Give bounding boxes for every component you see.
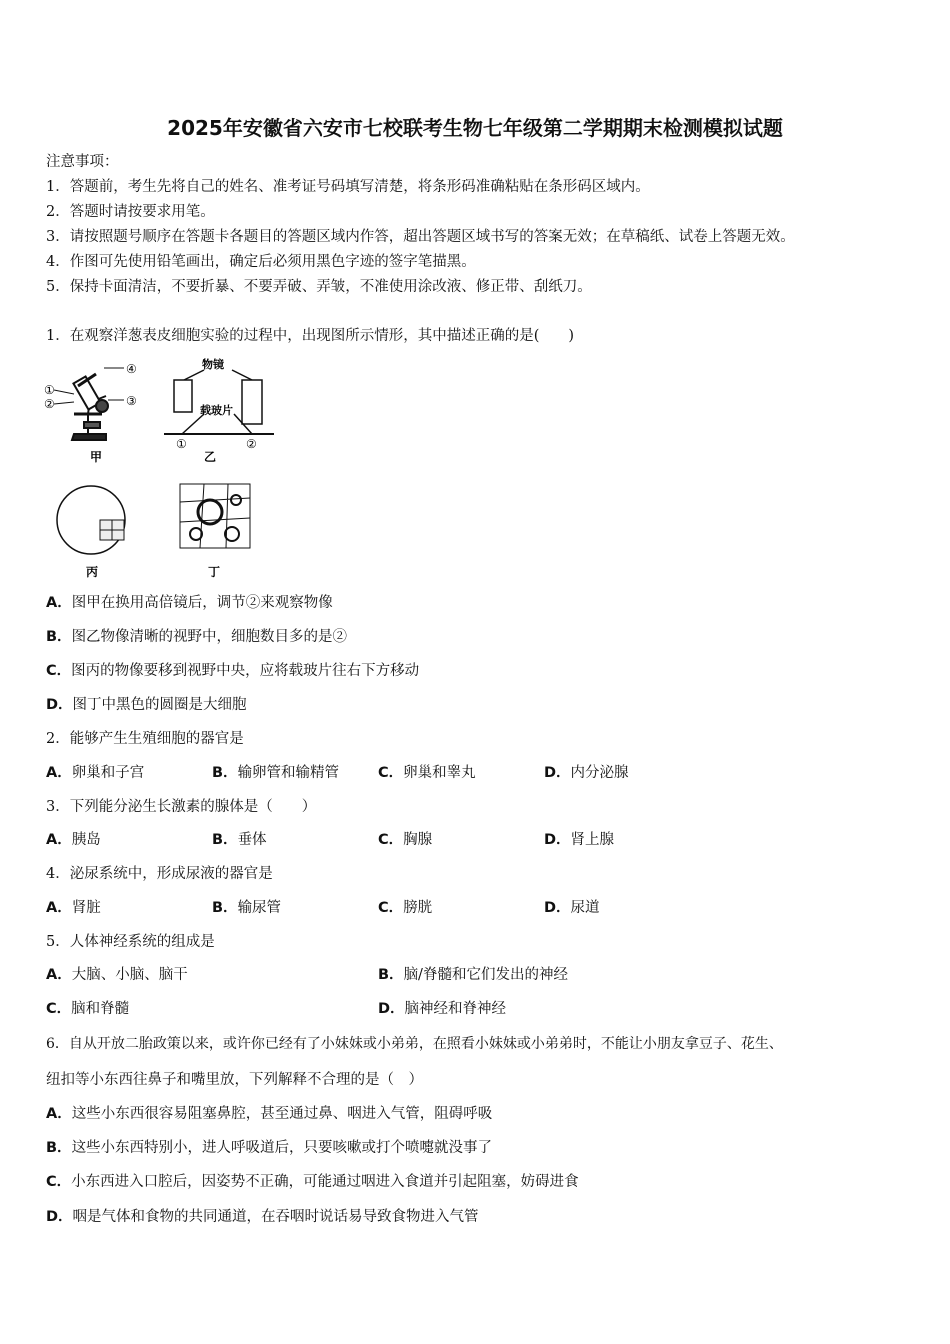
- q5-option-d: D．脑神经和脊神经: [378, 1001, 507, 1017]
- yi-label-2: ②: [246, 437, 257, 451]
- question-6-stem-line1: 6．自从开放二胎政策以来，或许你已经有了小妹妹或小弟弟，在照看小妹妹或小弟弟时，不能让小朋友拿豆子、花生、: [46, 1036, 783, 1052]
- notice-item: 5．保持卡面清洁，不要折暴、不要弄破、弄皱，不准使用涂改液、修正带、刮纸刀。: [46, 279, 592, 295]
- q3-option-d: D．肾上腺: [544, 832, 615, 848]
- notice-item: 1．答题前，考生先将自己的姓名、准考证号码填写清楚，将条形码准确粘贴在条形码区域内。: [46, 179, 650, 195]
- ding-caption: 丁: [208, 565, 221, 579]
- yi-label-1: ①: [176, 437, 187, 451]
- question-2-stem: 2．能够产生生殖细胞的器官是: [46, 731, 244, 747]
- q4-option-b: B．输尿管: [212, 900, 282, 916]
- q1-option-a: A．图甲在换用高倍镜后，调节②来观察物像: [46, 595, 333, 611]
- jia-label-4: ④: [126, 362, 137, 376]
- q6-option-a: A．这些小东西很容易阻塞鼻腔，甚至通过鼻、咽进入气管，阻碍呼吸: [46, 1106, 493, 1122]
- question-4-stem: 4．泌尿系统中，形成尿液的器官是: [46, 866, 273, 882]
- yi-caption: 乙: [204, 450, 217, 464]
- yi-mid-label: 载玻片: [200, 404, 233, 417]
- question-6-stem-line2: 纽扣等小东西往鼻子和嘴里放，下列解释不合理的是（ ）: [46, 1072, 423, 1088]
- cells-drawing: [180, 484, 250, 548]
- jia-caption: 甲: [90, 450, 103, 464]
- q1-option-d: D．图丁中黑色的圆圈是大细胞: [46, 697, 247, 713]
- jia-label-3: ③: [126, 394, 137, 408]
- q5-option-a: A．大脑、小脑、脑干: [46, 967, 188, 983]
- question-1-stem: 1．在观察洋葱表皮细胞实验的过程中，出现图所示情形，其中描述正确的是( ): [46, 328, 575, 344]
- view-circle-drawing: [57, 486, 125, 554]
- q4-option-a: A．肾脏: [46, 900, 101, 916]
- notice-item: 3．请按照题号顺序在答题卡各题目的答题区域内作答，超出答题区域书写的答案无效；在草稿纸、试卷上答题无效。: [46, 229, 795, 245]
- q4-option-d: D．尿道: [544, 900, 600, 916]
- notice-heading: 注意事项：: [46, 154, 119, 170]
- question-5-stem: 5．人体神经系统的组成是: [46, 934, 215, 950]
- q3-option-c: C．胸腺: [378, 832, 433, 848]
- q2-option-b: B．输卵管和输精管: [212, 765, 340, 781]
- q2-option-d: D．内分泌腺: [544, 765, 629, 781]
- q3-option-a: A．胰岛: [46, 832, 101, 848]
- q5-option-b: B．脑/脊髓和它们发出的神经: [378, 967, 568, 983]
- figure-yi-objectives: [164, 356, 274, 466]
- q2-option-c: C．卵巢和睾丸: [378, 765, 476, 781]
- jia-label-1: ①: [44, 383, 55, 397]
- question-3-stem: 3．下列能分泌生长激素的腺体是（ ）: [46, 799, 317, 815]
- microscope-drawing: [54, 368, 124, 440]
- q3-option-b: B．垂体: [212, 832, 267, 848]
- q6-option-d: D．咽是气体和食物的共同通道，在吞咽时说话易导致食物进入气管: [46, 1209, 479, 1225]
- q2-option-a: A．卵巢和子宫: [46, 765, 145, 781]
- q6-option-b: B．这些小东西特别小，进人呼吸道后，只要咳嗽或打个喷嚏就没事了: [46, 1140, 493, 1156]
- page-title: 2025年安徽省六安市七校联考生物七年级第二学期期末检测模拟试题: [167, 116, 783, 140]
- yi-top-label: 物镜: [202, 358, 224, 371]
- q5-option-c: C．脑和脊髓: [46, 1001, 130, 1017]
- q6-option-c: C．小东西进入口腔后，因姿势不正确，可能通过咽进入食道并引起阻塞，妨碍进食: [46, 1174, 579, 1190]
- figure-bing-view: [54, 478, 134, 580]
- bing-caption: 丙: [86, 565, 99, 579]
- notice-item: 4．作图可先使用铅笔画出，确定后必须用黑色字迹的签字笔描黑。: [46, 254, 476, 270]
- notice-item: 2．答题时请按要求用笔。: [46, 204, 215, 220]
- q4-option-c: C．膀胱: [378, 900, 433, 916]
- objective-drawing: [164, 370, 274, 434]
- figure-jia-microscope: [44, 356, 154, 466]
- figure-ding-cells: [176, 478, 256, 580]
- jia-label-2: ②: [44, 397, 55, 411]
- q1-option-c: C．图丙的物像要移到视野中央，应将载玻片往右下方移动: [46, 663, 420, 679]
- q1-option-b: B．图乙物像清晰的视野中，细胞数目多的是②: [46, 629, 348, 645]
